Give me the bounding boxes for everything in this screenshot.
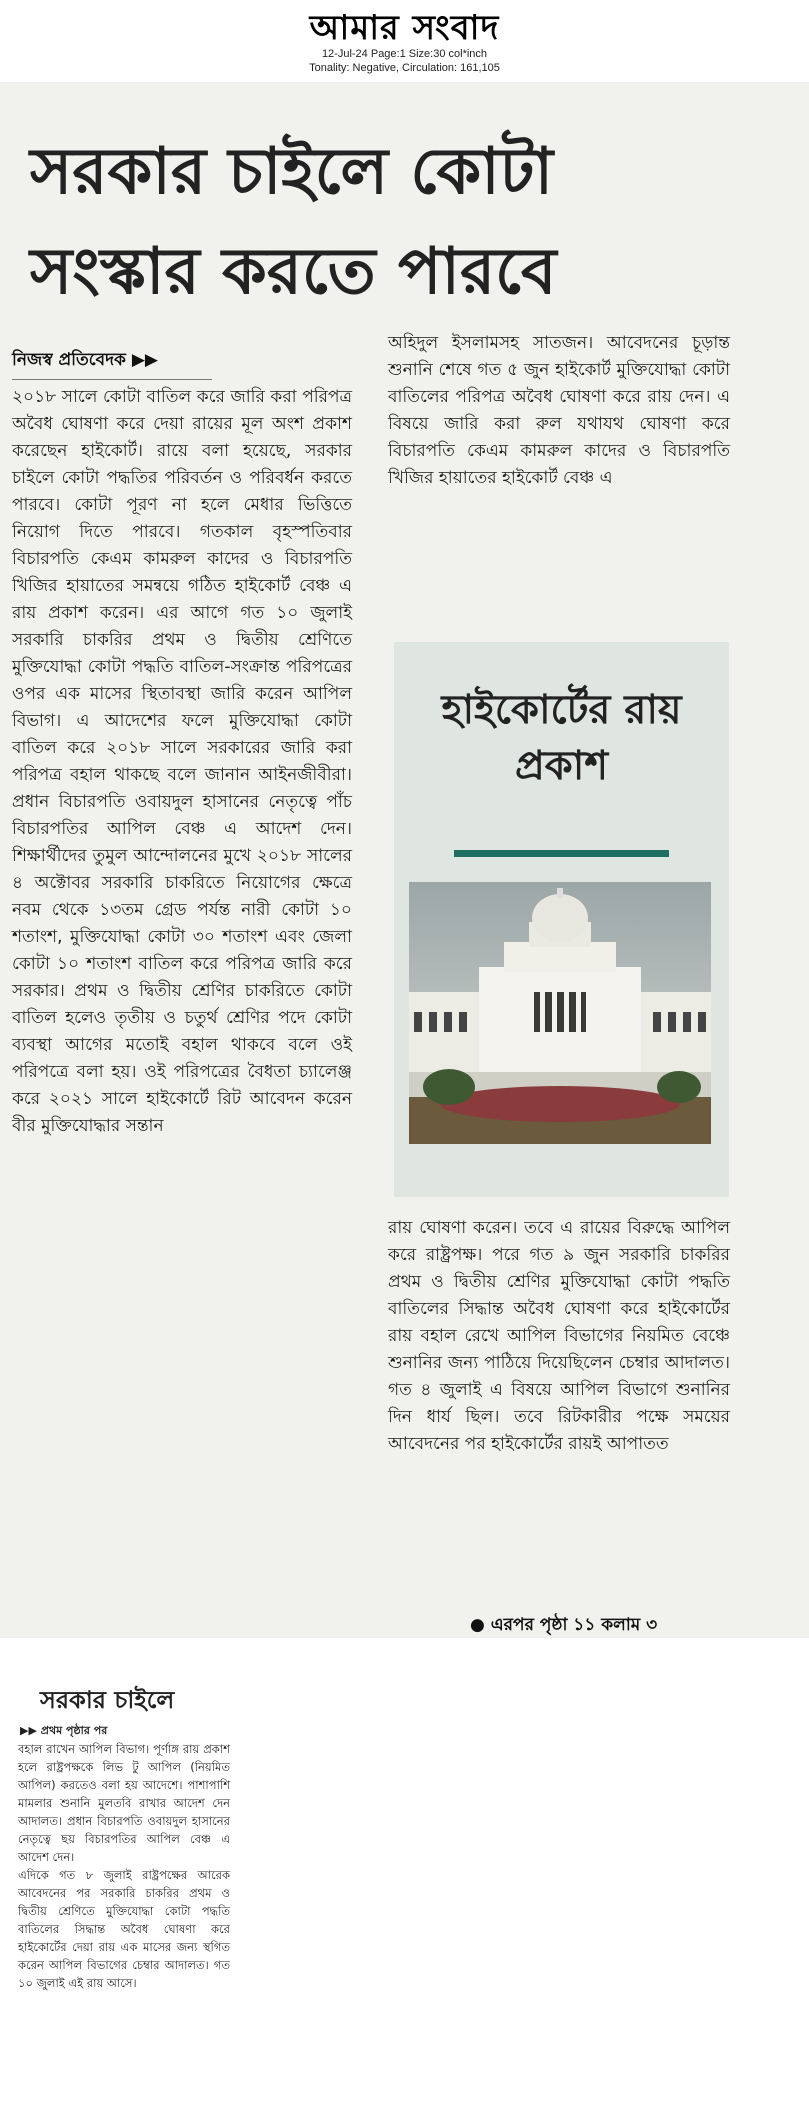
masthead [0, 0, 809, 80]
continuation-subtitle: ▶▶ প্রথম পৃষ্ঠার পর [20, 1724, 108, 1737]
clipping-info: 12-Jul-24 Page:1 Size:30 col*inch [321, 48, 488, 60]
continuation-paragraph-1: বহাল রাখেন আপিল বিভাগ। পূর্ণাঙ্গ রায় প্রকাশ হলে রাষ্ট্রপক্ষকে লিভ টু আপিল (নিয়মিত আপিল) করতেও বলা হয় আদেশে। পাশাপাশি মামলার শুনানি মুলতবি রাখার আদেশ দেন আদালত। প্রধান বিচারপতি ওবায়দুল হাসানের নেতৃত্বে ছয় বিচারপতির আপিল বেঞ্চ এ আদেশ দেন। [18, 1742, 230, 1864]
headline: সরকার চাইলে কোটা সংস্কার করতে পারবে [30, 135, 557, 309]
article-column-right-top [388, 330, 730, 492]
article-column-right-bottom [388, 1215, 730, 1458]
feature-graphic [394, 642, 729, 1197]
continuation-section [0, 1640, 809, 2124]
divider [454, 850, 669, 857]
graphic-caption: হাইকোর্টের রায় প্রকাশ [441, 687, 682, 789]
high-court-photo [409, 882, 711, 1144]
article-text-left: ২০১৮ সালে কোটা বাতিল করে জারি করা পরিপত্র অবৈধ ঘোষণা করে দেয়া রায়ের মূল অংশ প্রকাশ করেছেন হাইকোর্ট। রায়ে বলা হয়েছে, সরকার চাইলে কোটা পদ্ধতির পরিবর্তন ও পরিবর্ধন করতে পারবে। কোটা পূরণ না হলে মেধার ভিত্তিতে নিয়োগ দিতে পারবে। গতকাল বৃহস্পতিবার বিচারপতি কেএম কামরুল কাদের ও বিচারপতি খিজির হায়াতের সমন্বয়ে গঠিত হাইকোর্ট বেঞ্চ এ রায় প্রকাশ করেন। এর আগে গত ১০ জুলাই সরকারি চাকরির প্রথম ও দ্বিতীয় শ্রেণিতে মুক্তিযোদ্ধা কোটা পদ্ধতি বাতিল-সংক্রান্ত পরিপত্রের ওপর এক মাসের স্থিতাবস্থা জারি করেন আপিল বিভাগ। এ আদেশের ফলে মুক্তিযোদ্ধা কোটা বাতিল করে ২০১৮ সালে সরকারের জারি করা পরিপত্র বহাল থাকছে বলে জানান আইনজীবীরা। প্রধান বিচারপতি ওবায়দুল হাসানের নেতৃত্বে পাঁচ বিচারপতির আপিল বেঞ্চ এ আদেশ দেন। শিক্ষার্থীদের তুমুল আন্দোলনের মুখে ২০১৮ সালের ৪ অক্টোবর সরকারি চাকরিতে নিয়োগের ক্ষেত্রে নবম থেকে ১৩তম গ্রেড পর্যন্ত নারী কোটা ১০ শতাংশ, মুক্তিযোদ্ধা কোটা ৩০ শতাংশ এবং জেলা কোটা ১০ শতাংশ বাতিল করে পরিপত্র জারি করে সরকার। প্রথম ও দ্বিতীয় শ্রেণির চাকরিতে কোটা বাতিল হলেও তৃতীয় ও চতুর্থ শ্রেণির পদে কোটা ব্যবস্থা আগের মতোই বহাল থাকবে বলে ওই পরিপত্রে বলা হয়। ওই পরিপত্রের বৈধতা চ্যালেঞ্জ করে ২০২১ সালে হাইকোর্টে রিট আবেদন করেন বীর মুক্তিযোদ্ধার সন্তান [12, 387, 352, 1136]
continuation-text [18, 1740, 230, 1992]
article-column-left [12, 384, 352, 1140]
newspaper-logo: আমার সংবাদ [309, 8, 500, 48]
news-clipping [0, 82, 809, 1638]
continuation-title: সরকার চাইলে [40, 1686, 175, 1714]
byline: নিজস্ব প্রতিবেদক ▶▶ [12, 347, 212, 380]
continuation-paragraph-2: এদিকে গত ৮ জুলাই রাষ্ট্রপক্ষের আরেক আবেদনের পর সরকারি চাকরির প্রথম ও দ্বিতীয় শ্রেণিতে মুক্তিযোদ্ধা কোটা পদ্ধতি বাতিলের সিদ্ধান্ত অবৈধ ঘোষণা করে হাইকোর্টের দেয়া রায় এক মাসের জন্য স্থগিত করেন আপিল বিভাগের চেম্বার আদালত। গত ১০ জুলাই এই রায় আসে। [18, 1868, 230, 1990]
continued-marker: ● এরপর পৃষ্ঠা ১১ কলাম ৩ [470, 1615, 658, 1635]
clipping-tonality: Tonality: Negative, Circulation: 161,105 [309, 62, 500, 74]
article-text-right-top: অহিদুল ইসলামসহ সাতজন। আবেদনের চূড়ান্ত শুনানি শেষে গত ৫ জুন হাইকোর্ট মুক্তিযোদ্ধা কোটা বাতিলের পরিপত্র অবৈধ ঘোষণা করে রায় দেন। এ বিষয়ে জারি করা রুল যথাযথ ঘোষণা করে বিচারপতি কেএম কামরুল কাদের ও বিচারপতি খিজির হায়াতের হাইকোর্ট বেঞ্চ এ [388, 333, 730, 488]
article-text-right-bottom: রায় ঘোষণা করেন। তবে এ রায়ের বিরুদ্ধে আপিল করে রাষ্ট্রপক্ষ। পরে গত ৯ জুন সরকারি চাকরির প্রথম ও দ্বিতীয় শ্রেণির মুক্তিযোদ্ধা কোটা পদ্ধতি বাতিলের সিদ্ধান্ত অবৈধ ঘোষণা করে হাইকোর্টের রায় বহাল রেখে আপিল বিভাগের নিয়মিত বেঞ্চে শুনানির জন্য পাঠিয়ে দিয়েছিলেন চেম্বার আদালত। গত ৪ জুলাই এ বিষয়ে আপিল বিভাগে শুনানির দিন ধার্য ছিল। তবে রিটকারীর পক্ষে সময়ের আবেদনের পর হাইকোর্টের রায়ই আপাতত [388, 1218, 730, 1454]
